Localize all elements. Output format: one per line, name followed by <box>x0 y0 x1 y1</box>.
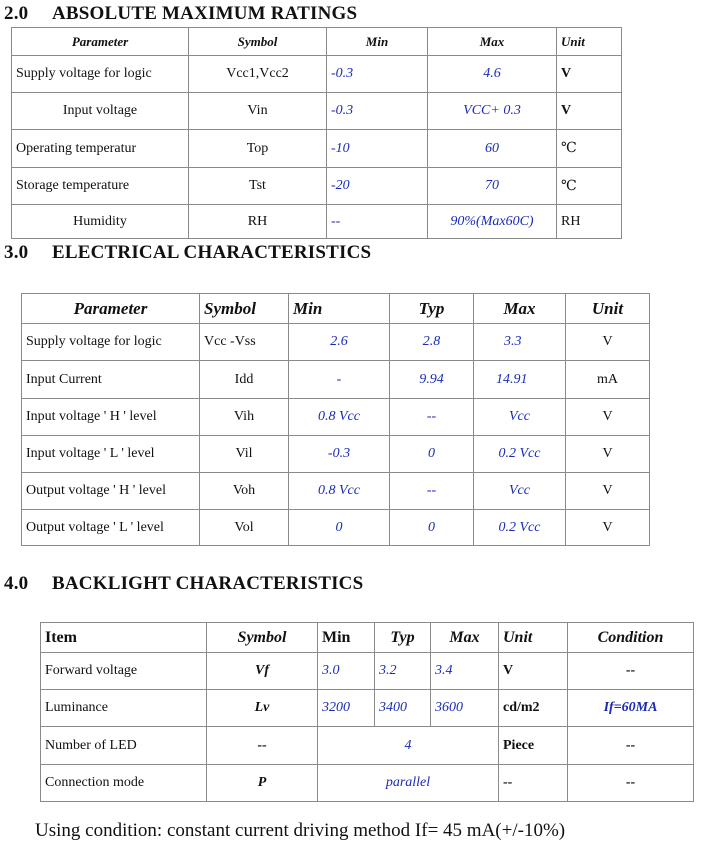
cell-item: Forward voltage <box>41 653 207 690</box>
cell-parameter: Storage temperature <box>12 168 189 205</box>
cell-symbol: Vin <box>189 93 327 130</box>
cell-condition: If=60MA <box>568 690 694 727</box>
table-row <box>12 93 622 130</box>
cell-unit: V <box>499 653 568 690</box>
col-header: Unit <box>566 294 650 324</box>
section-heading: BACKLIGHT CHARACTERISTICS <box>52 573 364 594</box>
cell-unit: V <box>566 473 650 510</box>
cell-min: -0.3 <box>289 436 390 473</box>
cell-parameter: Output voltage ' H ' level <box>22 473 200 510</box>
table-row <box>41 690 694 727</box>
using-condition-note: Using condition: constant current driving method If= 45 mA(+/-10%) <box>35 820 566 841</box>
table-row <box>12 205 622 239</box>
col-header: Parameter <box>12 28 189 56</box>
cell-unit: cd/m2 <box>499 690 568 727</box>
cell-unit: V <box>566 436 650 473</box>
cell-min: - <box>289 361 390 399</box>
cell-min: 3.0 <box>318 653 375 690</box>
cell-parameter: Humidity <box>12 205 189 239</box>
backlight-table <box>40 622 694 802</box>
cell-unit: V <box>566 324 650 361</box>
cell-symbol: Voh <box>200 473 289 510</box>
col-header: Min <box>289 294 390 324</box>
section-number: 3.0 <box>4 242 29 263</box>
cell-typ: -- <box>390 399 474 436</box>
col-header: Item <box>41 623 207 653</box>
electrical-table <box>21 293 650 546</box>
cell-max: 70 <box>428 168 557 205</box>
cell-typ: 0 <box>390 510 474 546</box>
cell-symbol: P <box>207 765 318 802</box>
col-header: Unit <box>557 28 622 56</box>
cell-item: Number of LED <box>41 727 207 765</box>
cell-symbol: Vih <box>200 399 289 436</box>
section-number: 2.0 <box>4 3 29 24</box>
cell-typ: 2.8 <box>390 324 474 361</box>
cell-value: parallel <box>318 765 499 802</box>
table-header-row <box>22 294 650 324</box>
cell-parameter: Output voltage ' L ' level <box>22 510 200 546</box>
cell-max: 14.91 <box>474 361 566 399</box>
cell-unit: V <box>557 93 622 130</box>
section-title-backlight <box>4 573 363 595</box>
table-row <box>41 653 694 690</box>
cell-condition: -- <box>568 765 694 802</box>
cell-typ: 0 <box>390 436 474 473</box>
cell-symbol: Lv <box>207 690 318 727</box>
col-header: Symbol <box>200 294 289 324</box>
cell-condition: -- <box>568 653 694 690</box>
table-row <box>12 56 622 93</box>
absolute-max-table <box>11 27 622 239</box>
cell-max: 0.2 Vcc <box>474 436 566 473</box>
table-row <box>41 727 694 765</box>
cell-parameter: Input Current <box>22 361 200 399</box>
cell-min: 0 <box>289 510 390 546</box>
section-number: 4.0 <box>4 573 29 594</box>
table-row <box>22 324 650 361</box>
cell-min: -10 <box>327 130 428 168</box>
cell-symbol: Vcc -Vss <box>200 324 289 361</box>
table-row <box>22 361 650 399</box>
cell-max: Vcc <box>474 473 566 510</box>
cell-min: 0.8 Vcc <box>289 399 390 436</box>
table-header-row <box>41 623 694 653</box>
cell-max: 0.2 Vcc <box>474 510 566 546</box>
cell-parameter: Supply voltage for logic <box>22 324 200 361</box>
section-heading: ABSOLUTE MAXIMUM RATINGS <box>52 3 358 24</box>
cell-min: -0.3 <box>327 56 428 93</box>
col-header: Condition <box>568 623 694 653</box>
col-header: Min <box>318 623 375 653</box>
table-row <box>22 473 650 510</box>
cell-max: Vcc <box>474 399 566 436</box>
cell-min: 2.6 <box>289 324 390 361</box>
cell-symbol: Vf <box>207 653 318 690</box>
cell-min: 3200 <box>318 690 375 727</box>
col-header: Typ <box>390 294 474 324</box>
cell-unit: ℃ <box>557 130 622 168</box>
section-heading: ELECTRICAL CHARACTERISTICS <box>52 242 372 263</box>
cell-symbol: -- <box>207 727 318 765</box>
cell-min: 0.8 Vcc <box>289 473 390 510</box>
cell-parameter: Supply voltage for logic <box>12 56 189 93</box>
table-row <box>22 399 650 436</box>
col-header: Symbol <box>207 623 318 653</box>
cell-symbol: Vcc1,Vcc2 <box>189 56 327 93</box>
cell-min: -20 <box>327 168 428 205</box>
cell-parameter: Input voltage ' H ' level <box>22 399 200 436</box>
cell-unit: Piece <box>499 727 568 765</box>
table-row <box>22 510 650 546</box>
cell-symbol: Tst <box>189 168 327 205</box>
cell-typ: 3.2 <box>375 653 431 690</box>
cell-condition: -- <box>568 727 694 765</box>
cell-unit: ℃ <box>557 168 622 205</box>
cell-symbol: Vil <box>200 436 289 473</box>
col-header: Min <box>327 28 428 56</box>
table-row <box>12 130 622 168</box>
col-header: Symbol <box>189 28 327 56</box>
cell-min: -- <box>327 205 428 239</box>
cell-parameter: Input voltage <box>12 93 189 130</box>
cell-max: 3.4 <box>431 653 499 690</box>
cell-typ: -- <box>390 473 474 510</box>
cell-typ: 3400 <box>375 690 431 727</box>
cell-unit: -- <box>499 765 568 802</box>
cell-max: VCC+ 0.3 <box>428 93 557 130</box>
cell-unit: RH <box>557 205 622 239</box>
col-header: Unit <box>499 623 568 653</box>
cell-typ: 9.94 <box>390 361 474 399</box>
cell-symbol: Idd <box>200 361 289 399</box>
cell-max: 3.3 <box>474 324 566 361</box>
cell-min: -0.3 <box>327 93 428 130</box>
table-header-row <box>12 28 622 56</box>
cell-max: 3600 <box>431 690 499 727</box>
col-header: Typ <box>375 623 431 653</box>
cell-unit: V <box>557 56 622 93</box>
cell-parameter: Input voltage ' L ' level <box>22 436 200 473</box>
cell-unit: V <box>566 510 650 546</box>
section-title-electrical <box>4 242 371 264</box>
cell-item: Luminance <box>41 690 207 727</box>
table-row <box>12 168 622 205</box>
cell-symbol: RH <box>189 205 327 239</box>
cell-item: Connection mode <box>41 765 207 802</box>
cell-unit: mA <box>566 361 650 399</box>
cell-value: 4 <box>318 727 499 765</box>
cell-max: 90%(Max60C) <box>428 205 557 239</box>
cell-unit: V <box>566 399 650 436</box>
cell-symbol: Vol <box>200 510 289 546</box>
section-title-absolute-max <box>4 3 357 25</box>
cell-symbol: Top <box>189 130 327 168</box>
cell-max: 4.6 <box>428 56 557 93</box>
cell-parameter: Operating temperatur <box>12 130 189 168</box>
table-row <box>22 436 650 473</box>
col-header: Max <box>474 294 566 324</box>
table-row <box>41 765 694 802</box>
col-header: Max <box>428 28 557 56</box>
cell-max: 60 <box>428 130 557 168</box>
col-header: Parameter <box>22 294 200 324</box>
col-header: Max <box>431 623 499 653</box>
